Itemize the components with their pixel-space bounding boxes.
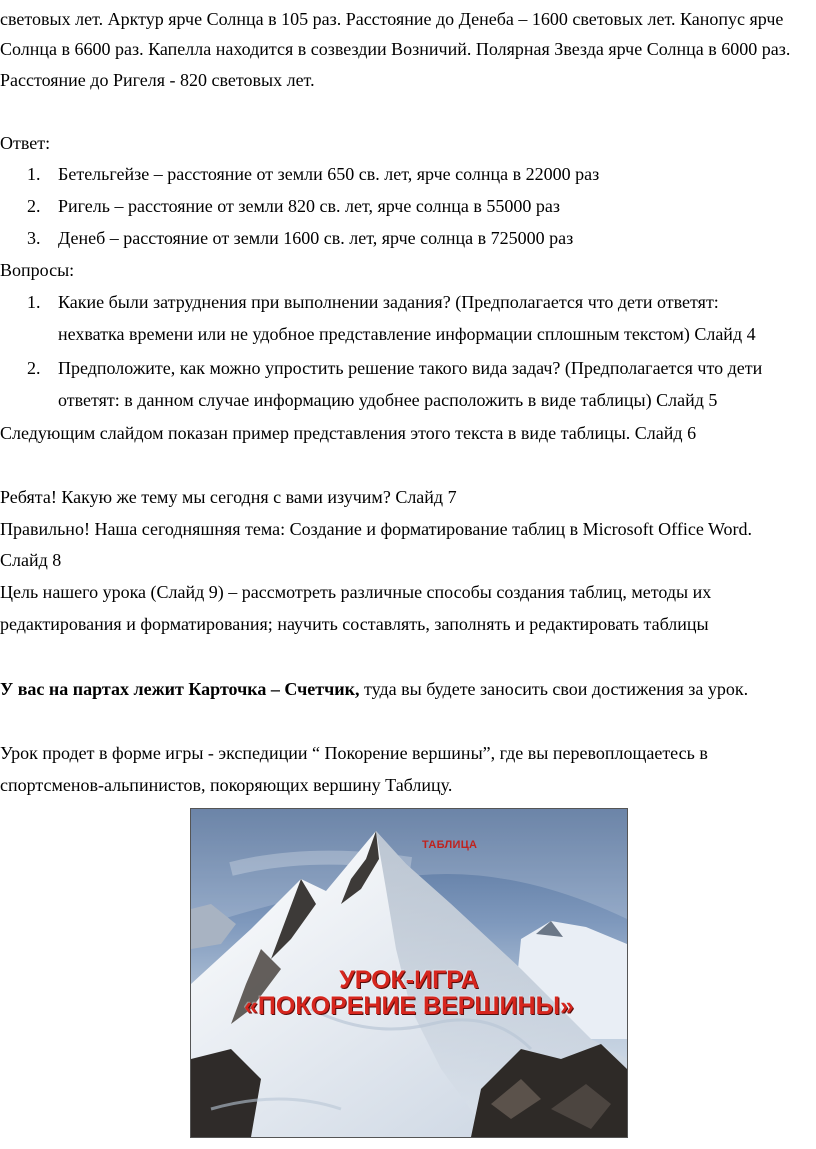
- answer-item-text: Денеб – расстояние от земли 1600 св. лет, ярче солнца в 725000 раз: [58, 228, 574, 248]
- answer-item-number: 1.: [27, 164, 41, 184]
- paragraph-slide6: Следующим слайдом показан пример представления этого текста в виде таблицы. Слайд 6: [0, 423, 697, 443]
- slide-tag-label: ТАБЛИЦА: [422, 839, 478, 851]
- slide-title-line-2: «ПОКОРЕНИЕ ВЕРШИНЫ»: [244, 992, 574, 1020]
- paragraph-slide8-line-2: Слайд 8: [0, 550, 62, 570]
- question-item-number: 1.: [27, 292, 41, 312]
- slide-image: [190, 808, 628, 1138]
- card-bold-text: У вас на партах лежит Карточка – Счетчик,: [0, 679, 360, 699]
- paragraph-game-line-2: спортсменов-альпинистов, покоряющих вершину Таблицу.: [0, 775, 453, 795]
- paragraph-card: [0, 677, 748, 701]
- paragraph-goal-line-2: редактирования и форматирования; научить составлять, заполнять и редактировать таблицы: [0, 614, 709, 634]
- question-item-line: Предположите, как можно упростить решение такого вида задач? (Предполагается что дети: [58, 358, 763, 378]
- question-item-line: нехватка времени или не удобное представление информации сплошным текстом) Слайд 4: [58, 324, 756, 344]
- answer-item-text: Ригель – расстояние от земли 820 св. лет, ярче солнца в 55000 раз: [58, 196, 560, 216]
- question-item-line: ответят: в данном случае информацию удобнее расположить в виде таблицы) Слайд 5: [58, 390, 718, 410]
- slide-title-line-1: УРОК-ИГРА: [339, 966, 479, 994]
- card-rest-text: туда вы будете заносить свои достижения за урок.: [359, 679, 749, 699]
- paragraph-game-line-1: Урок продет в форме игры - экспедиции “ Покорение вершины”, где вы перевоплощаетесь в: [0, 743, 708, 763]
- question-item-number: 2.: [27, 358, 41, 378]
- paragraph-slide7: Ребята! Какую же тему мы сегодня с вами изучим? Слайд 7: [0, 487, 457, 507]
- answer-item-number: 3.: [27, 228, 41, 248]
- intro-line-3: Расстояние до Ригеля - 820 световых лет.: [0, 70, 315, 90]
- question-item-line: Какие были затруднения при выполнении задания? (Предполагается что дети ответят:: [58, 292, 719, 312]
- answer-item-number: 2.: [27, 196, 41, 216]
- intro-line-1: световых лет. Арктур ярче Солнца в 105 раз. Расстояние до Денеба – 1600 световых лет. Канопус ярче: [0, 9, 784, 29]
- answer-item-text: Бетельгейзе – расстояние от земли 650 св. лет, ярче солнца в 22000 раз: [58, 164, 600, 184]
- answer-heading: Ответ:: [0, 133, 51, 153]
- questions-heading: Вопросы:: [0, 260, 75, 280]
- paragraph-slide8-line-1: Правильно! Наша сегодняшняя тема: Создание и форматирование таблиц в Microsoft Office Word.: [0, 519, 753, 539]
- paragraph-goal-line-1: Цель нашего урока (Слайд 9) – рассмотреть различные способы создания таблиц, методы их: [0, 582, 712, 602]
- intro-line-2: Солнца в 6600 раз. Капелла находится в созвездии Возничий. Полярная Звезда ярче Солнца в 6000 раз.: [0, 39, 791, 59]
